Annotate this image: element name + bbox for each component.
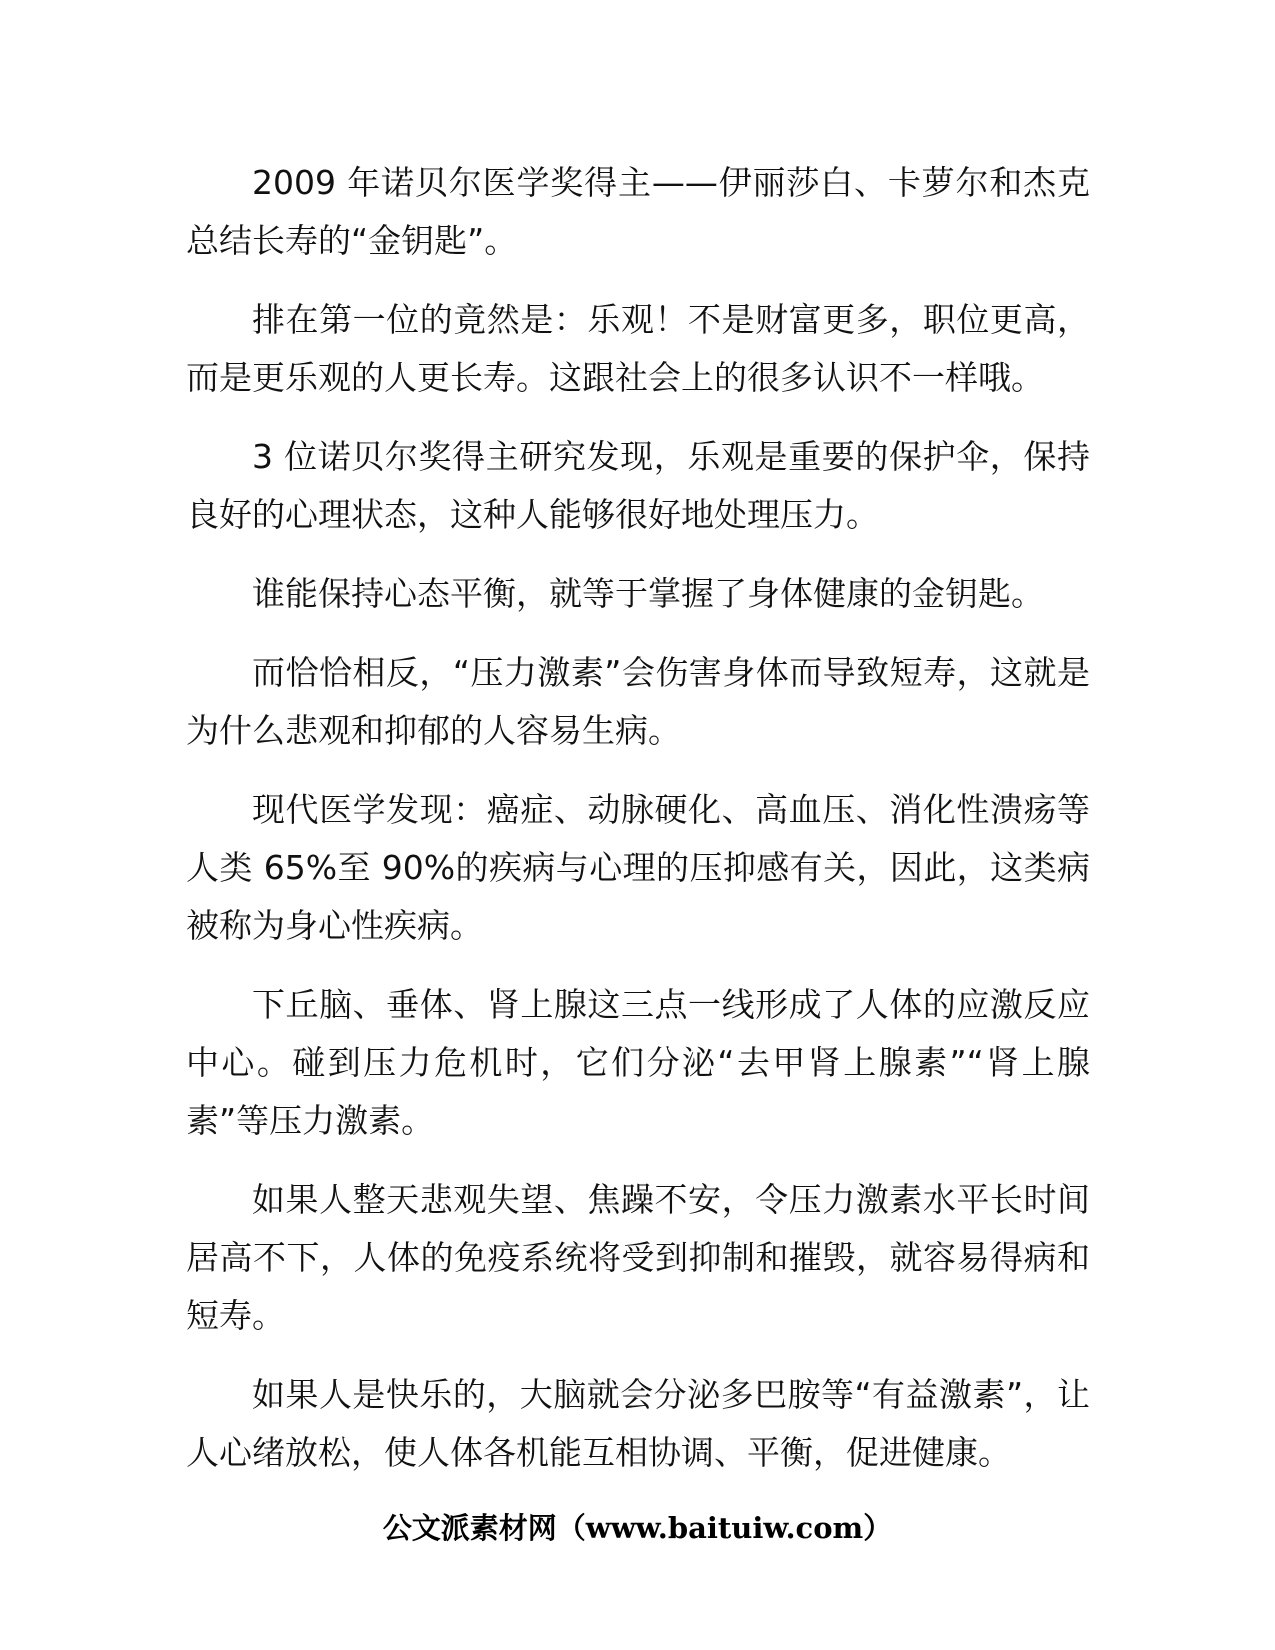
- paragraph-5: 而恰恰相反，“压力激素”会伤害身体而导致短寿，这就是为什么悲观和抑郁的人容易生病。: [186, 653, 1090, 750]
- paragraph-6: 现代医学发现：癌症、动脉硬化、高血压、消化性溃疡等人类 65%至 90%的疾病与心理的压抑感有关，因此，这类病被称为身心性疾病。: [186, 790, 1090, 945]
- paragraph-2: 排在第一位的竟然是：乐观！不是财富更多，职位更高，而是更乐观的人更长寿。这跟社会上的很多认识不一样哦。: [186, 300, 1090, 397]
- paragraph-3: 3 位诺贝尔奖得主研究发现，乐观是重要的保护伞，保持良好的心理状态，这种人能够很好地处理压力。: [186, 437, 1090, 534]
- paragraph-1: 2009 年诺贝尔医学奖得主——伊丽莎白、卡萝尔和杰克总结长寿的“金钥匙”。: [186, 163, 1090, 260]
- page-footer: 公文派素材网（www.baituiw.com）: [382, 1511, 893, 1545]
- document-body: [186, 154, 1090, 1503]
- paragraph-8: 如果人整天悲观失望、焦躁不安，令压力激素水平长时间居高不下，人体的免疫系统将受到抑制和摧毁，就容易得病和短寿。: [186, 1180, 1090, 1335]
- paragraph-4: 谁能保持心态平衡，就等于掌握了身体健康的金钥匙。: [252, 574, 1044, 613]
- paragraph-7: 下丘脑、垂体、肾上腺这三点一线形成了人体的应激反应中心。碰到压力危机时，它们分泌“去甲肾上腺素”“肾上腺素”等压力激素。: [186, 985, 1090, 1140]
- paragraph-9: 如果人是快乐的，大脑就会分泌多巴胺等“有益激素”，让人心绪放松，使人体各机能互相协调、平衡，促进健康。: [186, 1375, 1090, 1472]
